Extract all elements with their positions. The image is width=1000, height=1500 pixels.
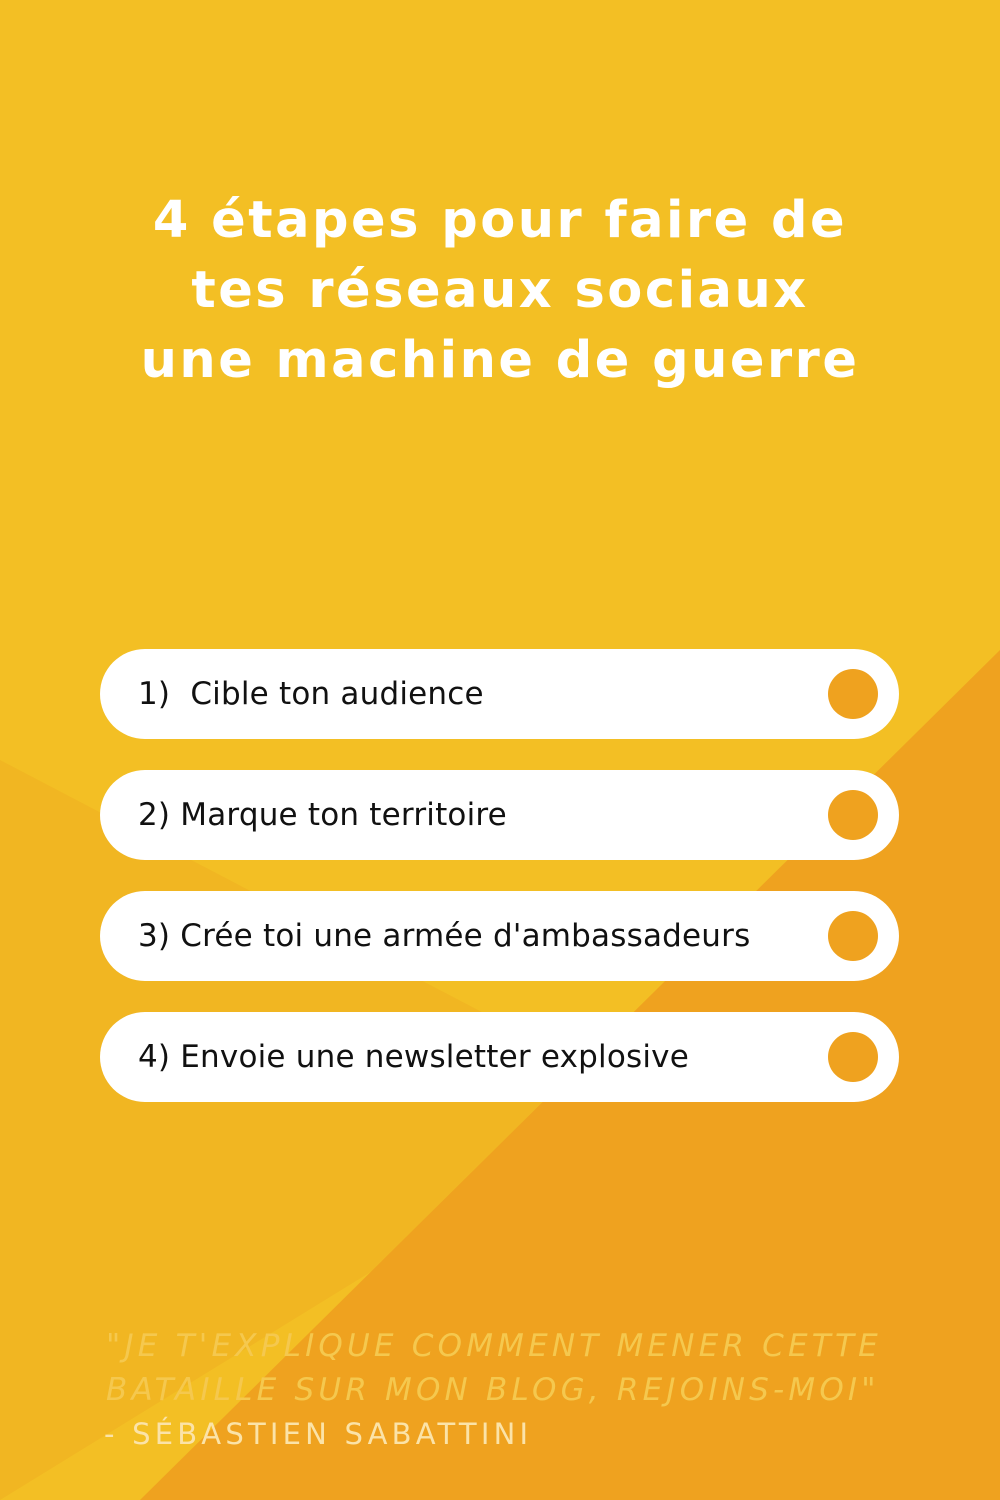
circle-marker-icon [828,669,878,719]
step-card-4 [100,1012,899,1102]
page-title [60,186,940,396]
quote-author: - SÉBASTIEN SABATTINI [104,1417,533,1451]
title-line: 4 étapes pour faire de [152,191,848,250]
circle-marker-icon [828,1032,878,1082]
step-card-1 [100,649,899,739]
circle-marker-icon [828,911,878,961]
step-label: 4) Envoie une newsletter explosive [138,1039,689,1075]
title-line: une machine de guerre [140,331,860,390]
step-label: 2) Marque ton territoire [138,797,507,833]
circle-marker-icon [828,790,878,840]
steps-list [100,649,899,1133]
step-label: 3) Crée toi une armée d'ambassadeurs [138,918,751,954]
quote-text [106,1324,906,1412]
step-card-3 [100,891,899,981]
quote-line: "JE T'EXPLIQUE COMMENT MENER CETTE [106,1328,882,1364]
quote-line: BATAILLE SUR MON BLOG, REJOINS-MOI" [106,1372,880,1408]
step-label: 1) Cible ton audience [138,676,484,712]
step-card-2 [100,770,899,860]
title-line: tes réseaux sociaux [191,261,809,320]
